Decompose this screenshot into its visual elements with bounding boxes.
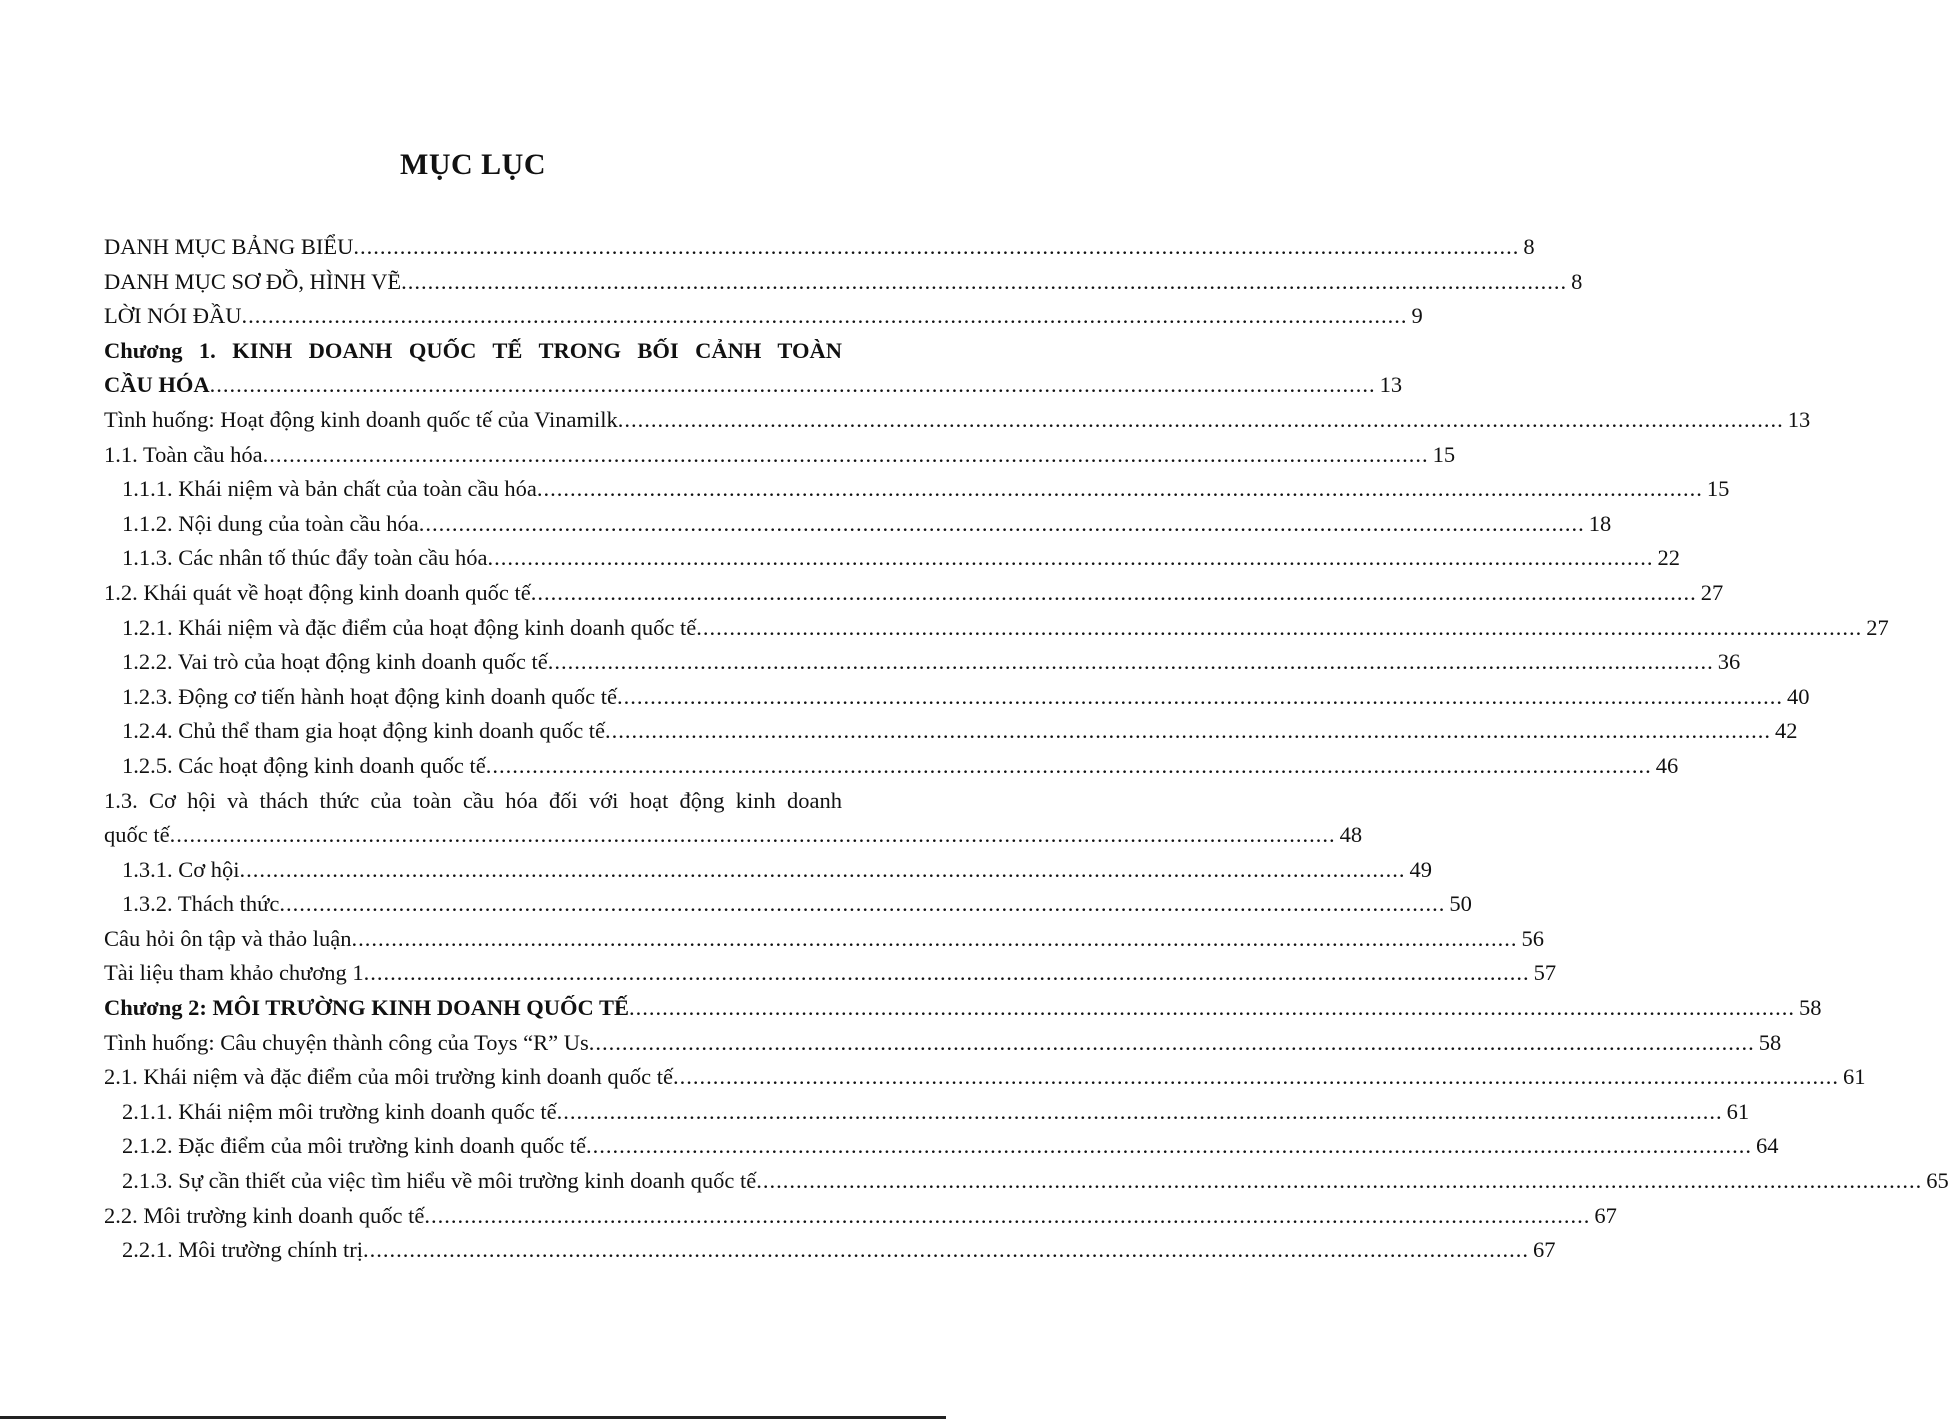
toc-entry-text: DANH MỤC SƠ ĐỒ, HÌNH VẼ — [104, 268, 402, 294]
toc-entry-page: 61 — [1726, 1098, 1750, 1124]
toc-entry-text: Tình huống: Hoạt động kinh doanh quốc tế của Vinamilk — [104, 406, 618, 432]
dot-leader — [589, 1026, 1755, 1061]
toc-entry-page: 15 — [1706, 476, 1730, 502]
dot-leader — [210, 368, 1376, 403]
toc-entry-page: 13 — [1787, 406, 1811, 432]
dot-leader — [263, 438, 1429, 473]
toc-entry[interactable] — [104, 887, 1472, 922]
toc-entry-text: 1.1. Toàn cầu hóa — [104, 441, 263, 467]
toc-entry-text: 2.1.3. Sự cần thiết của việc tìm hiểu về môi trường kinh doanh quốc tế — [122, 1168, 757, 1194]
toc-entry-text: 2.1.1. Khái niệm môi trường kinh doanh quốc tế — [122, 1098, 557, 1124]
toc-entry-text: 1.3.2. Thách thức — [122, 891, 280, 917]
toc-entry-text: 2.1.2. Đặc điểm của môi trường kinh doanh quốc tế — [122, 1133, 586, 1159]
toc-entry[interactable] — [104, 438, 1456, 473]
dot-leader — [353, 230, 1519, 265]
dot-leader — [537, 472, 1703, 507]
toc-entry-page: 65 — [1926, 1168, 1949, 1194]
toc-entry[interactable] — [104, 611, 1889, 646]
toc-entry[interactable] — [104, 853, 1433, 888]
toc-entry-page: 56 — [1521, 925, 1544, 951]
toc-section-heading[interactable]: 1.3. Cơ hội và thách thức của toàn cầu hóa đối với hoạt động kinh doanh — [104, 787, 842, 813]
toc-entry-text: 2.1. Khái niệm và đặc điểm của môi trường kinh doanh quốc tế — [104, 1064, 673, 1090]
dot-leader — [548, 645, 1714, 680]
toc-entry-text: 1.2.3. Động cơ tiến hành hoạt động kinh doanh quốc tế — [122, 683, 617, 709]
toc-entry-page: 18 — [1588, 510, 1612, 536]
dot-leader — [696, 611, 1862, 646]
dot-leader — [279, 887, 1445, 922]
toc-entry-text: Câu hỏi ôn tập và thảo luận — [104, 925, 352, 951]
toc-entry-page: 64 — [1756, 1133, 1779, 1159]
toc-entry[interactable] — [104, 230, 1535, 265]
toc-entry-page: 57 — [1533, 960, 1557, 986]
toc-entry-text: 1.2.4. Chủ thể tham gia hoạt động kinh doanh quốc tế — [122, 718, 606, 744]
toc-entry-text: 1.3.1. Cơ hội — [122, 856, 240, 882]
dot-leader — [488, 541, 1654, 576]
toc-entry[interactable] — [104, 991, 1822, 1026]
toc-entry[interactable] — [104, 403, 1811, 438]
dot-leader — [617, 680, 1783, 715]
toc-entry[interactable] — [104, 368, 1403, 403]
toc-entry[interactable] — [104, 714, 1798, 749]
toc-entry-page: 13 — [1379, 372, 1403, 398]
toc-entry[interactable] — [104, 1164, 1949, 1199]
toc-entry[interactable] — [104, 956, 1557, 991]
toc-entry[interactable] — [104, 1095, 1750, 1130]
toc-entry-page: 42 — [1775, 718, 1798, 744]
toc-entry-text: 1.2. Khái quát về hoạt động kinh doanh quốc tế — [104, 579, 531, 605]
dot-leader — [351, 922, 1517, 957]
toc-entry-text: 2.2.1. Môi trường chính trị — [122, 1237, 363, 1263]
toc-entry-text: Tài liệu tham khảo chương 1 — [104, 960, 364, 986]
toc-entry[interactable] — [104, 507, 1612, 542]
toc-entry[interactable] — [104, 1060, 1866, 1095]
dot-leader — [605, 714, 1771, 749]
toc-entry[interactable] — [104, 1233, 1556, 1268]
toc-entry-text: 1.2.5. Các hoạt động kinh doanh quốc tế — [122, 752, 486, 778]
dot-leader — [756, 1164, 1922, 1199]
toc-entry-text: 1.2.1. Khái niệm và đặc điểm của hoạt động kinh doanh quốc tế — [122, 614, 697, 640]
toc-entry-page: 58 — [1758, 1029, 1782, 1055]
toc-entry[interactable] — [104, 541, 1681, 576]
dot-leader — [401, 265, 1567, 300]
toc-chapter-heading[interactable]: Chương 1. KINH DOANH QUỐC TẾ TRONG BỐI CẢNH TOÀN — [104, 337, 842, 363]
toc-entry-page: 40 — [1786, 683, 1810, 709]
toc-entry-page: 27 — [1866, 614, 1889, 640]
toc-entry-text: quốc tế — [104, 822, 170, 848]
dot-leader — [363, 1233, 1529, 1268]
toc-entry-page: 67 — [1532, 1237, 1556, 1263]
toc-entry-page: 15 — [1432, 441, 1456, 467]
toc-entry-page: 49 — [1409, 856, 1433, 882]
toc-entry[interactable] — [104, 576, 1724, 611]
dot-leader — [673, 1060, 1839, 1095]
toc-entry-text: 1.2.2. Vai trò của hoạt động kinh doanh quốc tế — [122, 649, 548, 675]
dot-leader — [618, 403, 1784, 438]
toc-entry[interactable] — [104, 299, 1423, 334]
toc-entry-text: DANH MỤC BẢNG BIỂU — [104, 234, 354, 259]
toc-entry-text: Tình huống: Câu chuyện thành công của Toys “R” Us — [104, 1029, 589, 1055]
toc-entry-text: 1.1.3. Các nhân tố thúc đẩy toàn cầu hóa — [122, 545, 488, 571]
dot-leader — [424, 1199, 1590, 1234]
dot-leader — [586, 1129, 1752, 1164]
toc-entry-text: CẦU HÓA — [104, 372, 210, 398]
toc-entry-page: 8 — [1523, 234, 1535, 259]
page-title: MỤC LỤC — [400, 148, 546, 181]
dot-leader — [419, 507, 1585, 542]
dot-leader — [241, 299, 1407, 334]
toc-entry[interactable] — [104, 818, 1363, 853]
toc-entry-page: 9 — [1411, 303, 1423, 329]
toc-entry-page: 67 — [1594, 1202, 1617, 1228]
toc-entry-page: 46 — [1655, 752, 1679, 778]
toc-entry-text: 2.2. Môi trường kinh doanh quốc tế — [104, 1202, 425, 1228]
toc-entry-text: 1.1.2. Nội dung của toàn cầu hóa — [122, 510, 419, 536]
dot-leader — [557, 1095, 1723, 1130]
toc-entry-page: 22 — [1657, 545, 1681, 571]
dot-leader — [629, 991, 1795, 1026]
toc-entry-page: 8 — [1571, 268, 1583, 294]
dot-leader — [240, 853, 1406, 888]
dot-leader — [170, 818, 1336, 853]
dot-leader — [486, 749, 1652, 784]
toc-entry[interactable] — [104, 1026, 1782, 1061]
toc-entry-page: 50 — [1449, 891, 1472, 917]
toc-entry[interactable] — [104, 265, 1583, 300]
dot-leader — [364, 956, 1530, 991]
toc-entry[interactable] — [104, 680, 1810, 715]
toc-entry[interactable] — [104, 1129, 1779, 1164]
toc-entry-page: 27 — [1700, 579, 1724, 605]
toc-entry[interactable] — [104, 645, 1741, 680]
toc-entry-text: LỜI NÓI ĐẦU — [104, 303, 242, 329]
toc-entry-page: 61 — [1842, 1064, 1866, 1090]
dot-leader — [531, 576, 1697, 611]
toc-entry[interactable] — [104, 749, 1679, 784]
toc-entry[interactable] — [104, 472, 1730, 507]
toc-entry-page: 48 — [1339, 822, 1363, 848]
toc-entry[interactable] — [104, 922, 1544, 957]
toc-entry-text: 1.1.1. Khái niệm và bản chất của toàn cầu hóa — [122, 476, 537, 502]
toc-entry[interactable] — [104, 1199, 1617, 1234]
toc-entry-page: 58 — [1798, 995, 1822, 1021]
toc-entry-page: 36 — [1717, 649, 1741, 675]
toc-entry-text: Chương 2: MÔI TRƯỜNG KINH DOANH QUỐC TẾ — [104, 995, 629, 1021]
table-of-contents — [104, 230, 1949, 1268]
